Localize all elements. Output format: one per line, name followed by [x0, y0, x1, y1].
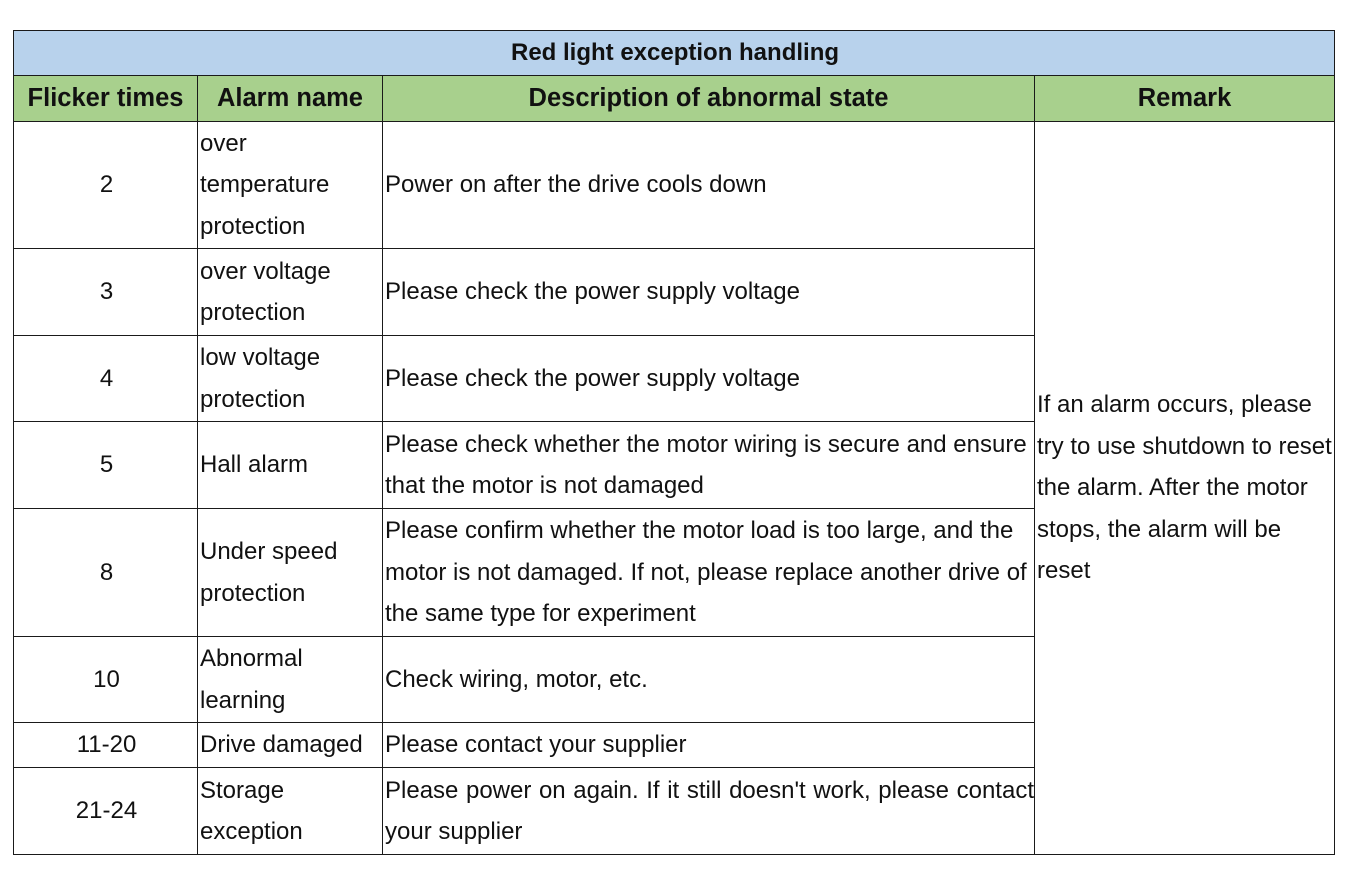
alarm-name-cell: over temperature protection — [198, 122, 383, 249]
description-cell: Please check whether the motor wiring is secure and ensure that the motor is not damaged — [383, 422, 1035, 509]
alarm-name-cell: Under speed protection — [198, 509, 383, 637]
header-remark: Remark — [1035, 76, 1335, 122]
flicker-times-cell: 2 — [14, 122, 198, 249]
red-light-exception-table — [13, 30, 1335, 855]
header-alarm-name: Alarm name — [198, 76, 383, 122]
table-title: Red light exception handling — [14, 31, 1335, 76]
alarm-name-cell: low voltage protection — [198, 336, 383, 422]
flicker-times-cell: 4 — [14, 336, 198, 422]
table-row — [14, 122, 1335, 249]
alarm-name-cell: Drive damaged — [198, 723, 383, 768]
alarm-name-cell: over voltage protection — [198, 249, 383, 336]
header-row — [14, 76, 1335, 122]
alarm-name-cell: Storage exception — [198, 768, 383, 855]
header-description: Description of abnormal state — [383, 76, 1035, 122]
description-cell: Please check the power supply voltage — [383, 336, 1035, 422]
flicker-times-cell: 8 — [14, 509, 198, 637]
flicker-times-cell: 21-24 — [14, 768, 198, 855]
flicker-times-cell: 3 — [14, 249, 198, 336]
description-cell: Please power on again. If it still doesn't work, please contact your supplier — [383, 768, 1035, 855]
title-row — [14, 31, 1335, 76]
description-cell: Check wiring, motor, etc. — [383, 637, 1035, 723]
header-flicker-times: Flicker times — [14, 76, 198, 122]
description-cell: Power on after the drive cools down — [383, 122, 1035, 249]
description-cell: Please check the power supply voltage — [383, 249, 1035, 336]
description-cell: Please confirm whether the motor load is too large, and the motor is not damaged. If not, please replace another drive of the same type for experiment — [383, 509, 1035, 637]
alarm-name-cell: Abnormal learning — [198, 637, 383, 723]
flicker-times-cell: 5 — [14, 422, 198, 509]
flicker-times-cell: 10 — [14, 637, 198, 723]
flicker-times-cell: 11-20 — [14, 723, 198, 768]
remark-cell: If an alarm occurs, please try to use shutdown to reset the alarm. After the motor stops, the alarm will be reset — [1035, 122, 1335, 855]
alarm-name-cell: Hall alarm — [198, 422, 383, 509]
description-cell: Please contact your supplier — [383, 723, 1035, 768]
